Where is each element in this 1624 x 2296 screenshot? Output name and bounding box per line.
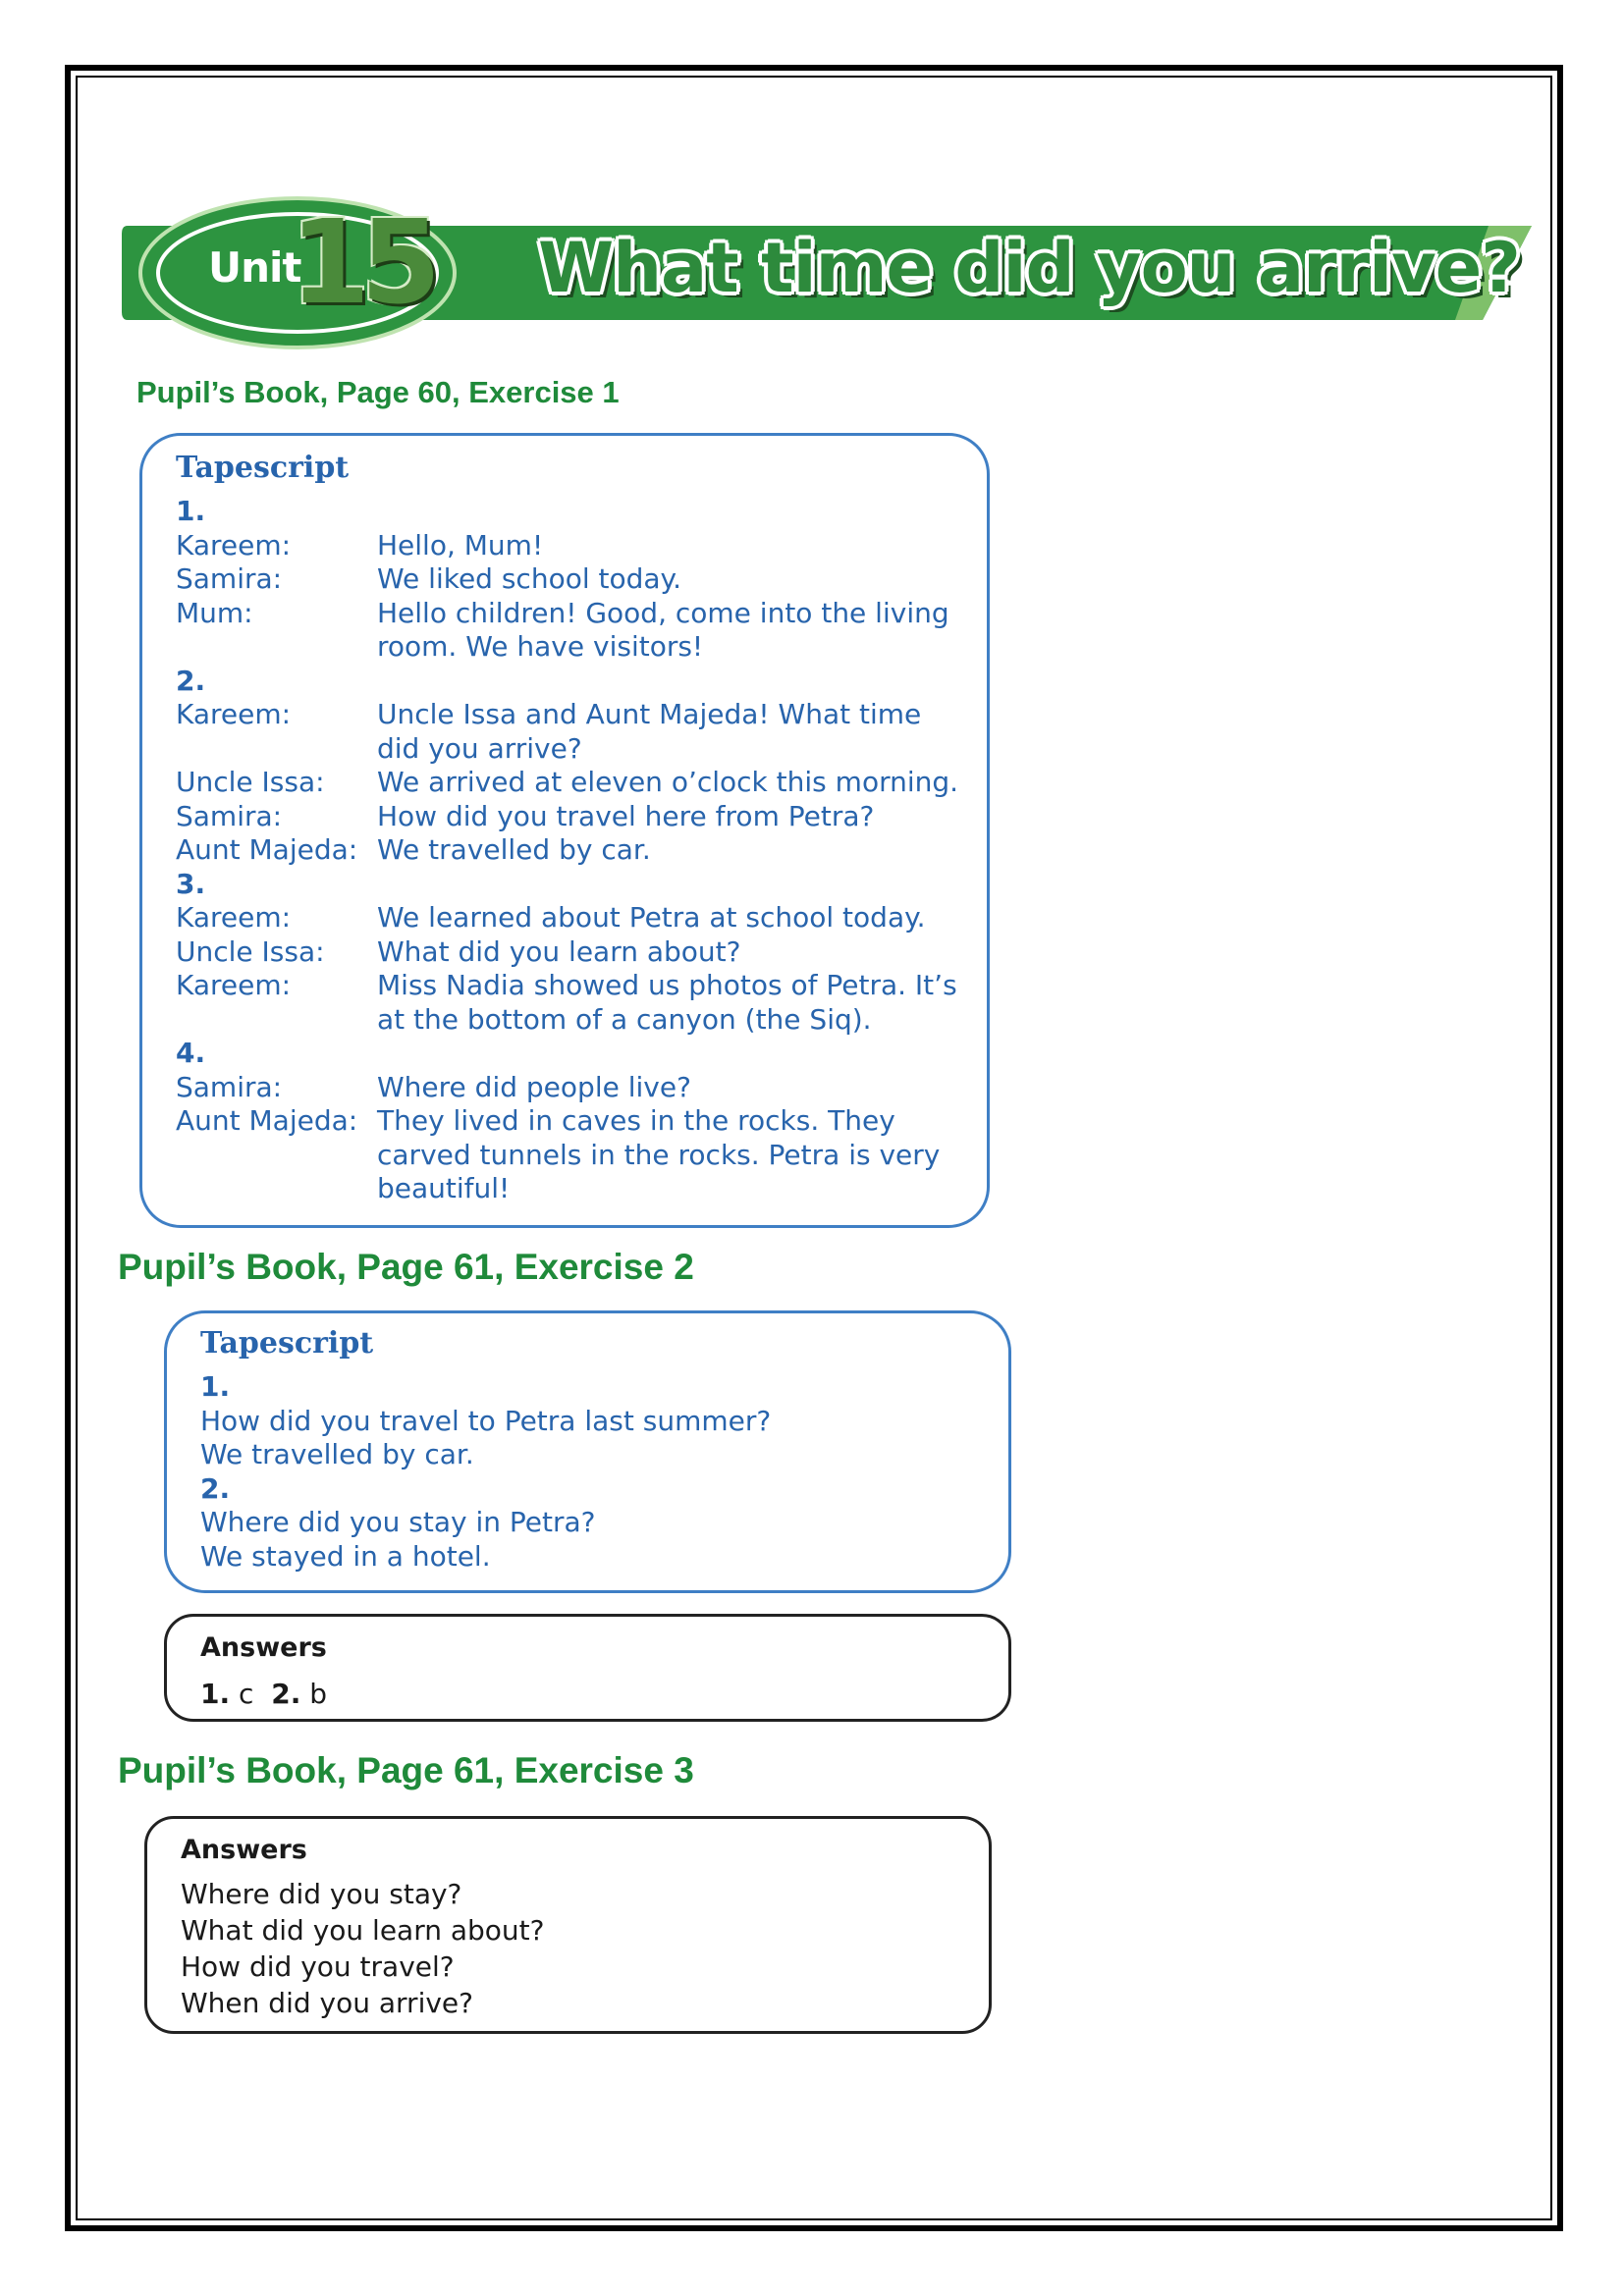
unit-label: Unit — [208, 243, 301, 292]
speaker-label: Samira: — [176, 562, 283, 595]
utterance-text: Miss Nadia showed us photos of Petra. It’s — [377, 969, 957, 1001]
speaker-label: Mum: — [176, 596, 253, 629]
speaker-label: Aunt Majeda: — [176, 833, 358, 866]
utterance-text: We arrived at eleven o’clock this morning. — [377, 766, 959, 798]
answer-line: How did you travel? — [181, 1950, 455, 1983]
utterance-text: did you arrive? — [377, 731, 582, 765]
answers-box-exercise-3 — [144, 1816, 992, 2034]
utterance-text: Hello, Mum! — [377, 528, 544, 561]
utterance-text: They lived in caves in the rocks. They — [377, 1104, 895, 1137]
tapescript-title: Tapescript — [176, 451, 350, 485]
utterance-text: We travelled by car. — [377, 833, 651, 866]
speaker-label: 3. — [176, 867, 206, 900]
utterance-text: What did you learn about? — [377, 934, 741, 968]
tapescript-line: Where did you stay in Petra? — [200, 1506, 596, 1538]
utterance-text: beautiful! — [377, 1172, 511, 1204]
answer-line: Where did you stay? — [181, 1878, 462, 1910]
speaker-label: Uncle Issa: — [176, 934, 325, 968]
speaker-label: Uncle Issa: — [176, 766, 325, 798]
answer-number-1: 1. — [200, 1678, 231, 1710]
tapescript-line: 2. — [200, 1471, 231, 1505]
utterance-text: We learned about Petra at school today. — [377, 901, 926, 934]
page-title: What time did you arrive? — [538, 228, 1520, 308]
tapescript-line: How did you travel to Petra last summer? — [200, 1404, 772, 1437]
tapescript-line: We stayed in a hotel. — [200, 1539, 491, 1573]
utterance-text: at the bottom of a canyon (the Siq). — [377, 1002, 872, 1036]
tapescript-box-exercise-1 — [139, 433, 990, 1228]
unit-number: 15 — [290, 194, 432, 330]
answer-line: What did you learn about? — [181, 1914, 545, 1947]
speaker-label: Aunt Majeda: — [176, 1104, 358, 1137]
answers-line — [200, 1678, 327, 1710]
section-heading-exercise-2: Pupil’s Book, Page 61, Exercise 2 — [118, 1247, 694, 1287]
tapescript-title: Tapescript — [200, 1326, 374, 1361]
utterance-text: carved tunnels in the rocks. Petra is very — [377, 1138, 941, 1171]
speaker-label: Kareem: — [176, 528, 292, 561]
speaker-label: Samira: — [176, 799, 283, 832]
unit-banner — [118, 192, 1532, 349]
section-heading-exercise-3: Pupil’s Book, Page 61, Exercise 3 — [118, 1750, 694, 1790]
utterance-text: How did you travel here from Petra? — [377, 799, 875, 832]
tapescript-box-exercise-2 — [164, 1310, 1011, 1593]
speaker-label: 4. — [176, 1037, 206, 1069]
answer-line: When did you arrive? — [181, 1987, 474, 2019]
answer-number-2: 2. — [271, 1678, 301, 1710]
utterance-text: Where did people live? — [377, 1070, 691, 1103]
utterance-text: Hello children! Good, come into the living — [377, 596, 949, 629]
answers-title: Answers — [200, 1632, 327, 1663]
speaker-label: 2. — [176, 664, 206, 697]
answer-value-1: c — [239, 1678, 254, 1710]
utterance-text: room. We have visitors! — [377, 630, 704, 663]
answers-box-exercise-2 — [164, 1614, 1011, 1722]
tapescript-line: 1. — [200, 1370, 231, 1403]
utterance-text: Uncle Issa and Aunt Majeda! What time — [377, 698, 922, 730]
utterance-text: We liked school today. — [377, 562, 682, 595]
speaker-label: Kareem: — [176, 969, 292, 1001]
speaker-label: 1. — [176, 495, 206, 527]
speaker-label: Kareem: — [176, 901, 292, 934]
answer-value-2: b — [309, 1678, 328, 1710]
answers-title: Answers — [181, 1835, 307, 1865]
speaker-label: Samira: — [176, 1070, 283, 1103]
tapescript-line: We travelled by car. — [200, 1438, 474, 1470]
speaker-label: Kareem: — [176, 698, 292, 730]
section-heading-exercise-1: Pupil’s Book, Page 60, Exercise 1 — [136, 375, 620, 409]
